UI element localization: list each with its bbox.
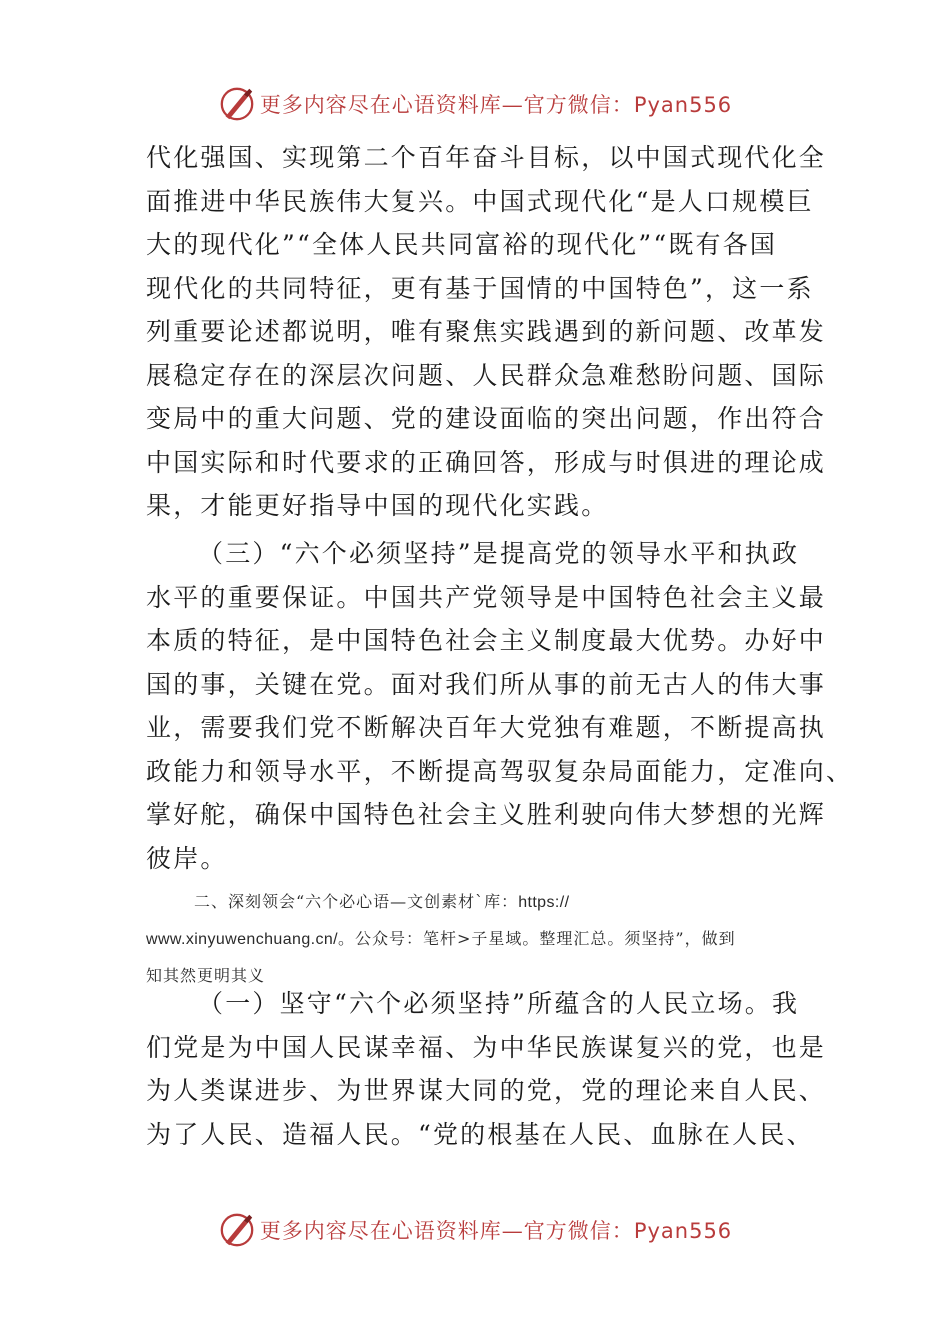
heading-line: 二、深刻领会“六个必心语—文创素材`库：https:// (194, 892, 570, 911)
text-line: 政能力和领导水平，不断提高驾驭复杂局面能力，定准向、 (146, 756, 854, 786)
text-line: 代化强国、实现第二个百年奋斗目标，以中国式现代化全 (146, 143, 827, 172)
text-line: 列重要论述都说明，唯有聚焦实践遇到的新问题、改革发 (146, 317, 827, 346)
text-line: 果，才能更好指导中国的现代化实践。 (146, 491, 609, 520)
pen-logo-icon (218, 85, 256, 123)
text-line: （三）“六个必须坚持”是提高党的领导水平和执政 (198, 539, 800, 568)
text-line: 本质的特征，是中国特色社会主义制度最大优势。办好中 (146, 626, 827, 655)
heading-line: 知其然更明其义 (146, 966, 266, 985)
header-watermark-banner (0, 84, 950, 124)
footer-watermark-banner (0, 1210, 950, 1250)
url-fragment: https:// (518, 894, 570, 911)
text-line: （一）坚守“六个必须坚持”所蕴含的人民立场。我 (198, 989, 800, 1018)
text-line: 中国实际和时代要求的正确回答，形成与时俱进的理论成 (146, 447, 827, 477)
text-line: 为了人民、造福人民。“党的根基在人民、血脉在人民、 (146, 1119, 814, 1149)
paragraph-4 (146, 982, 827, 1156)
section-heading-2 (146, 884, 806, 994)
text-line: 为人类谋进步、为世界谋大同的党，党的理论来自人民、 (146, 1076, 827, 1105)
text-line: 彼岸。 (146, 843, 228, 873)
text-line: 掌好舵，确保中国特色社会主义胜利驶向伟大梦想的光辉 (146, 800, 827, 829)
text-line: 们党是为中国人民谋幸福、为中华民族谋复兴的党，也是 (146, 1032, 827, 1062)
paragraph-1 (146, 136, 827, 528)
url-link: www.xinyuwenchuang.cn/ (146, 931, 339, 948)
heading-line: www.xinyuwenchuang.cn/。公众号：笔杆>子星域。整理汇总。须坚持”，做到 (146, 929, 736, 948)
text-line: 业，需要我们党不断解决百年大党独有难题，不断提高执 (146, 713, 827, 742)
paragraph-2 (146, 532, 854, 880)
text-line: 水平的重要保证。中国共产党领导是中国特色社会主义最 (146, 582, 827, 612)
banner-text: 更多内容尽在心语资料库—官方微信：Pyan556 (259, 1219, 733, 1243)
text-line: 现代化的共同特征，更有基于国情的中国特色”，这一系 (146, 273, 814, 303)
text-line: 国的事，关键在党。面对我们所从事的前无古人的伟大事 (146, 669, 827, 699)
text-line: 面推进中华民族伟大复兴。中国式现代化“是人口规模巨 (146, 186, 814, 216)
pen-logo-icon (218, 1211, 256, 1249)
text-line: 大的现代化”“全体人民共同富裕的现代化”“既有各国 (146, 230, 778, 259)
text-line: 展稳定存在的深层次问题、人民群众急难愁盼问题、国际 (146, 360, 827, 390)
text-line: 变局中的重大问题、党的建设面临的突出问题，作出符合 (146, 404, 827, 433)
banner-text: 更多内容尽在心语资料库—官方微信：Pyan556 (259, 93, 733, 117)
